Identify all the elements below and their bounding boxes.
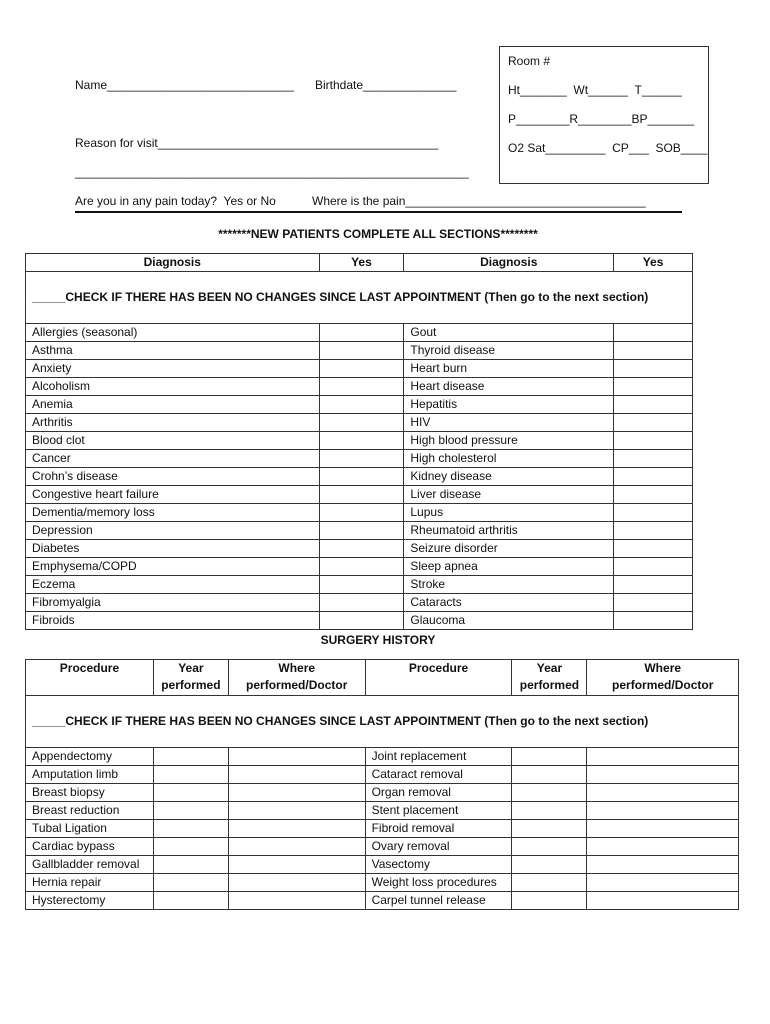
diagnosis-yes-cell[interactable] [614,414,693,432]
diagnosis-label: Sleep apnea [404,558,614,576]
diagnosis-yes-cell[interactable] [319,486,404,504]
diagnosis-row [26,378,693,396]
year-performed-cell[interactable] [153,820,228,838]
diagnosis-label: Dementia/memory loss [26,504,320,522]
diagnosis-row [26,396,693,414]
diagnosis-label: Thyroid disease [404,342,614,360]
diagnosis-column-header: Diagnosis [26,254,320,272]
procedure-label: Tubal Ligation [26,820,154,838]
diagnosis-label: Blood clot [26,432,320,450]
where-performed-cell[interactable] [587,838,739,856]
where-performed-cell[interactable] [587,892,739,910]
diagnosis-label: Emphysema/COPD [26,558,320,576]
surgery-row [26,748,739,766]
diagnosis-row [26,594,693,612]
diagnosis-yes-cell[interactable] [614,378,693,396]
diagnosis-label: Congestive heart failure [26,486,320,504]
vitals-box [499,46,709,184]
diagnosis-row [26,450,693,468]
diagnosis-no-change-row[interactable] [26,272,693,324]
diagnosis-yes-cell[interactable] [614,396,693,414]
diagnosis-yes-cell[interactable] [319,540,404,558]
diagnosis-label: Diabetes [26,540,320,558]
diagnosis-yes-cell[interactable] [614,540,693,558]
where-performed-cell[interactable] [587,802,739,820]
year-performed-cell[interactable] [153,838,228,856]
birthdate-field[interactable]: Birthdate______________ [315,78,457,92]
diagnosis-row [26,540,693,558]
diagnosis-label: Heart burn [404,360,614,378]
diagnosis-label: High cholesterol [404,450,614,468]
diagnosis-yes-cell[interactable] [319,612,404,630]
year-performed-cell[interactable] [512,820,587,838]
year-performed-column-header: Year performed [153,660,228,696]
diagnosis-yes-cell[interactable] [614,576,693,594]
diagnosis-label: HIV [404,414,614,432]
year-performed-cell[interactable] [512,892,587,910]
surgery-history-title: SURGERY HISTORY [320,633,436,647]
name-field[interactable]: Name____________________________ [75,78,294,92]
diagnosis-yes-cell[interactable] [319,396,404,414]
procedure-label: Hernia repair [26,874,154,892]
diagnosis-table [25,253,693,630]
where-performed-cell[interactable] [228,892,365,910]
diagnosis-label: Cancer [26,450,320,468]
diagnosis-yes-cell[interactable] [614,558,693,576]
year-performed-cell[interactable] [512,766,587,784]
diagnosis-label: Kidney disease [404,468,614,486]
where-performed-cell[interactable] [228,874,365,892]
procedure-label: Appendectomy [26,748,154,766]
yes-column-header: Yes [319,254,404,272]
no-change-checkbox-text[interactable]: _____CHECK IF THERE HAS BEEN NO CHANGES SINCE LAST APPOINTMENT (Then go to the next section) [26,272,693,324]
year-performed-cell[interactable] [153,766,228,784]
year-performed-cell[interactable] [512,874,587,892]
diagnosis-yes-cell[interactable] [319,414,404,432]
diagnosis-row [26,576,693,594]
procedure-label: Breast biopsy [26,784,154,802]
new-patients-note: *******NEW PATIENTS COMPLETE ALL SECTIONS******** [218,227,538,241]
diagnosis-label: Asthma [26,342,320,360]
year-performed-cell[interactable] [512,802,587,820]
where-performed-cell[interactable] [587,856,739,874]
procedure-column-header: Procedure [365,660,512,696]
diagnosis-yes-cell[interactable] [319,450,404,468]
diagnosis-yes-cell[interactable] [319,594,404,612]
procedure-label: Joint replacement [365,748,512,766]
where-performed-cell[interactable] [228,784,365,802]
where-performed-cell[interactable] [587,766,739,784]
diagnosis-label: Alcoholism [26,378,320,396]
vitals-row-pulse-resp-bp[interactable]: P________R________BP_______ [508,112,695,126]
diagnosis-label: High blood pressure [404,432,614,450]
diagnosis-yes-cell[interactable] [614,342,693,360]
surgery-row [26,838,739,856]
where-performed-cell[interactable] [587,748,739,766]
year-performed-cell[interactable] [153,856,228,874]
diagnosis-column-header: Diagnosis [404,254,614,272]
year-performed-cell[interactable] [153,802,228,820]
procedure-column-header: Procedure [26,660,154,696]
surgery-row [26,820,739,838]
surgery-no-change-row[interactable] [26,696,739,748]
year-performed-cell[interactable] [153,892,228,910]
diagnosis-yes-cell[interactable] [319,576,404,594]
year-performed-cell[interactable] [512,838,587,856]
diagnosis-yes-cell[interactable] [614,450,693,468]
diagnosis-yes-cell[interactable] [319,360,404,378]
procedure-label: Hysterectomy [26,892,154,910]
procedure-label: Ovary removal [365,838,512,856]
where-performed-cell[interactable] [228,820,365,838]
diagnosis-yes-cell[interactable] [319,468,404,486]
procedure-label: Cardiac bypass [26,838,154,856]
where-performed-cell[interactable] [228,748,365,766]
reason-for-visit-field[interactable]: Reason for visit__________________________________________ [75,136,438,150]
where-performed-column-header: Where performed/Doctor [228,660,365,696]
diagnosis-label: Heart disease [404,378,614,396]
year-performed-cell[interactable] [512,856,587,874]
diagnosis-row [26,486,693,504]
procedure-label: Stent placement [365,802,512,820]
year-performed-cell[interactable] [512,784,587,802]
procedure-label: Amputation limb [26,766,154,784]
diagnosis-yes-cell[interactable] [319,324,404,342]
surgery-table [25,659,739,910]
diagnosis-label: Arthritis [26,414,320,432]
diagnosis-row [26,612,693,630]
procedure-label: Carpel tunnel release [365,892,512,910]
diagnosis-yes-cell[interactable] [614,522,693,540]
diagnosis-label: Stroke [404,576,614,594]
where-performed-cell[interactable] [228,838,365,856]
diagnosis-label: Seizure disorder [404,540,614,558]
diagnosis-yes-cell[interactable] [319,558,404,576]
diagnosis-header-row [26,254,693,272]
vitals-row-o2-cp-sob[interactable]: O2 Sat_________ CP___ SOB____ [508,141,708,155]
diagnosis-row [26,432,693,450]
reason-continuation-line[interactable]: ___________________________________________________________ [75,165,469,179]
diagnosis-yes-cell[interactable] [614,594,693,612]
diagnosis-yes-cell[interactable] [614,324,693,342]
diagnosis-label: Allergies (seasonal) [26,324,320,342]
diagnosis-row [26,522,693,540]
diagnosis-yes-cell[interactable] [319,522,404,540]
surgery-row [26,784,739,802]
diagnosis-label: Eczema [26,576,320,594]
yes-column-header: Yes [614,254,693,272]
diagnosis-yes-cell[interactable] [319,378,404,396]
procedure-label: Breast reduction [26,802,154,820]
diagnosis-label: Anxiety [26,360,320,378]
year-performed-cell[interactable] [153,874,228,892]
surgery-row [26,802,739,820]
diagnosis-yes-cell[interactable] [614,360,693,378]
procedure-label: Cataract removal [365,766,512,784]
diagnosis-row [26,342,693,360]
procedure-label: Fibroid removal [365,820,512,838]
where-performed-cell[interactable] [228,766,365,784]
diagnosis-label: Glaucoma [404,612,614,630]
diagnosis-yes-cell[interactable] [614,432,693,450]
surgery-row [26,874,739,892]
where-performed-cell[interactable] [587,784,739,802]
vitals-row-height-weight-temp[interactable]: Ht_______ Wt______ T______ [508,83,682,97]
where-performed-cell[interactable] [228,802,365,820]
header-divider [75,211,682,213]
diagnosis-yes-cell[interactable] [319,342,404,360]
diagnosis-yes-cell[interactable] [614,612,693,630]
diagnosis-label: Fibromyalgia [26,594,320,612]
surgery-row [26,766,739,784]
where-performed-cell[interactable] [587,874,739,892]
diagnosis-yes-cell[interactable] [614,468,693,486]
procedure-label: Organ removal [365,784,512,802]
diagnosis-label: Fibroids [26,612,320,630]
diagnosis-label: Rheumatoid arthritis [404,522,614,540]
room-number-field[interactable]: Room # [508,54,551,68]
diagnosis-label: Depression [26,522,320,540]
procedure-label: Weight loss procedures [365,874,512,892]
where-performed-cell[interactable] [228,856,365,874]
diagnosis-yes-cell[interactable] [614,486,693,504]
surgery-row [26,892,739,910]
diagnosis-row [26,558,693,576]
diagnosis-label: Lupus [404,504,614,522]
year-performed-cell[interactable] [153,784,228,802]
diagnosis-row [26,414,693,432]
diagnosis-label: Crohn’s disease [26,468,320,486]
diagnosis-row [26,324,693,342]
procedure-label: Vasectomy [365,856,512,874]
diagnosis-label: Hepatitis [404,396,614,414]
diagnosis-label: Anemia [26,396,320,414]
diagnosis-yes-cell[interactable] [319,504,404,522]
diagnosis-label: Cataracts [404,594,614,612]
where-performed-column-header: Where performed/Doctor [587,660,739,696]
where-performed-cell[interactable] [587,820,739,838]
year-performed-cell[interactable] [512,748,587,766]
year-performed-cell[interactable] [153,748,228,766]
diagnosis-label: Liver disease [404,486,614,504]
diagnosis-yes-cell[interactable] [614,504,693,522]
no-change-checkbox-text[interactable]: _____CHECK IF THERE HAS BEEN NO CHANGES SINCE LAST APPOINTMENT (Then go to the next section) [26,696,739,748]
pain-location-field[interactable]: Where is the pain____________________________________ [312,194,646,208]
diagnosis-row [26,504,693,522]
diagnosis-label: Gout [404,324,614,342]
diagnosis-row [26,360,693,378]
surgery-header-row [26,660,739,696]
pain-question[interactable]: Are you in any pain today? Yes or No [75,194,276,208]
diagnosis-yes-cell[interactable] [319,432,404,450]
year-performed-column-header: Year performed [512,660,587,696]
procedure-label: Gallbladder removal [26,856,154,874]
surgery-row [26,856,739,874]
diagnosis-row [26,468,693,486]
